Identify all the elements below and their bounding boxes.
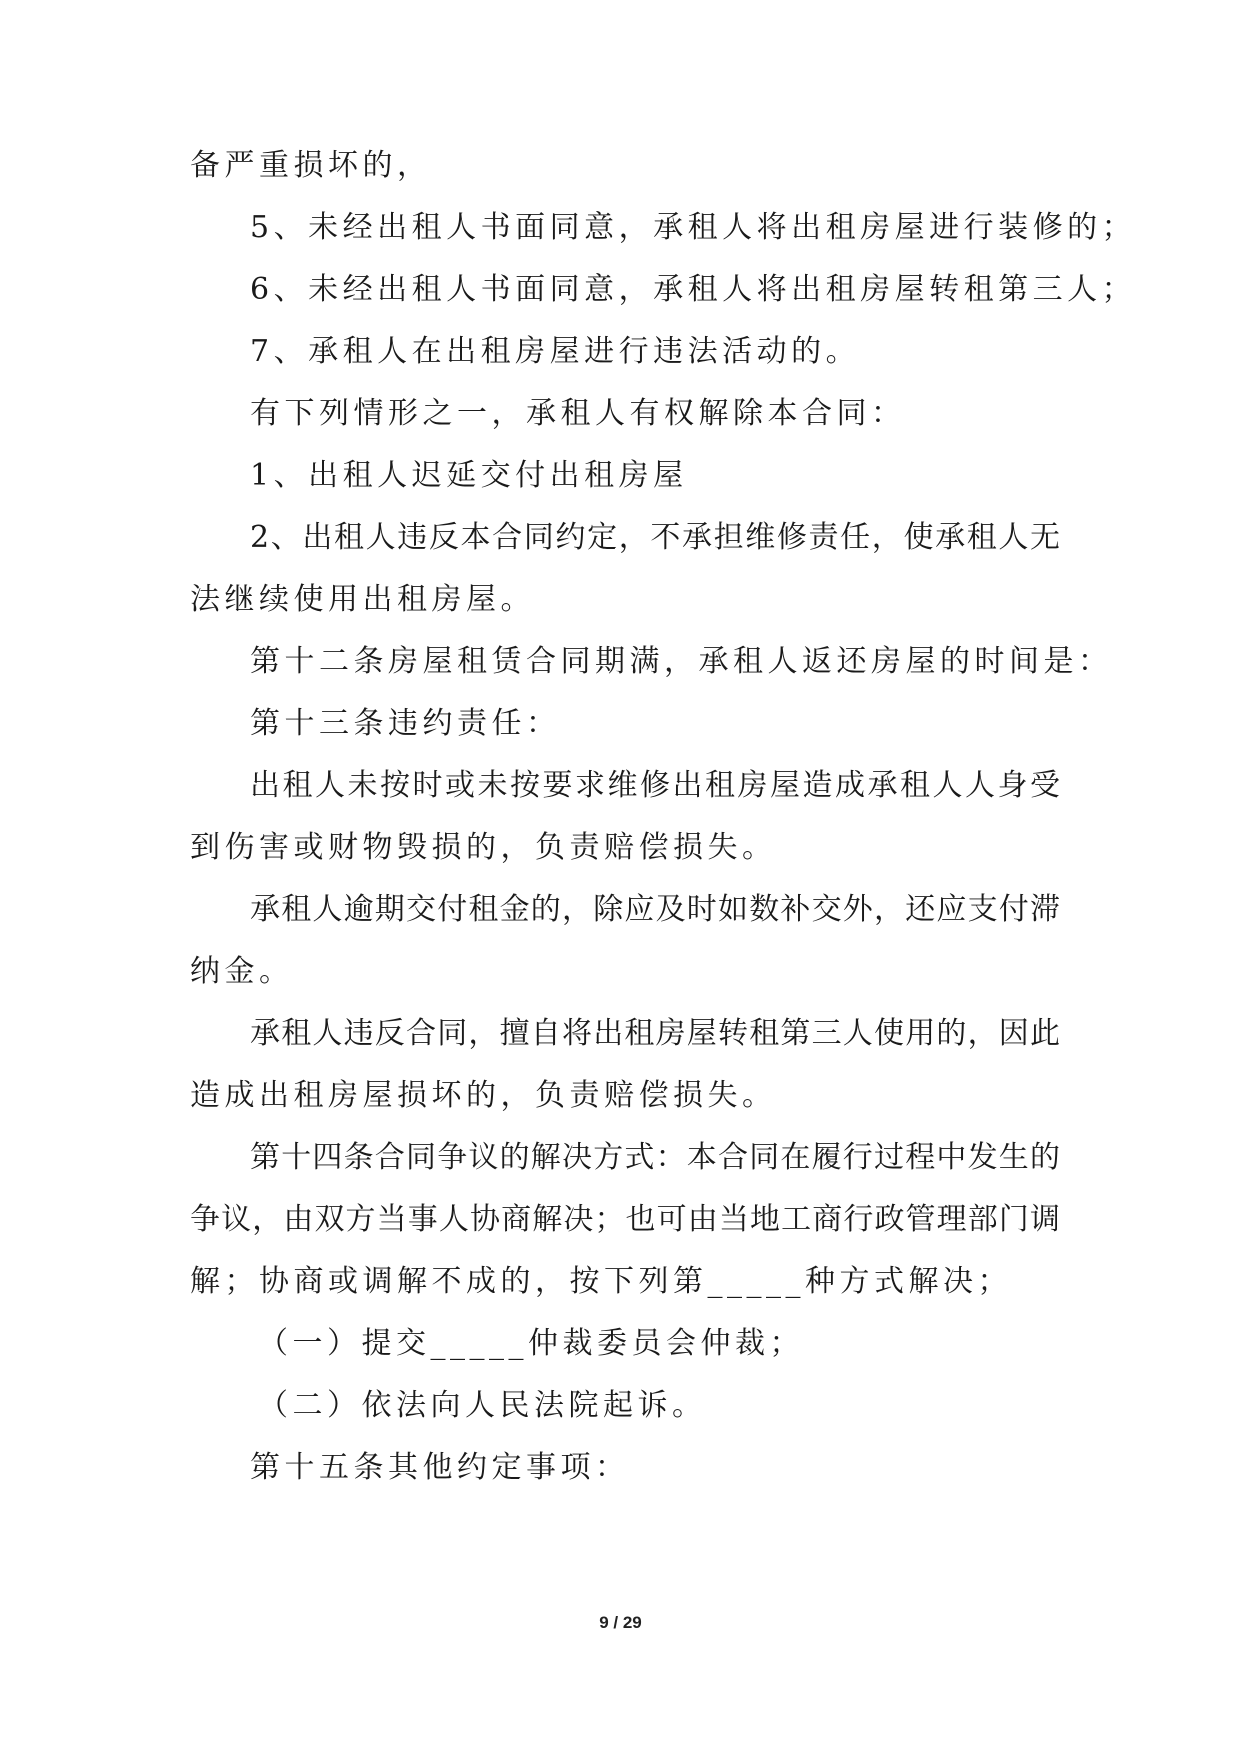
paragraph-line: 6、未经出租人书面同意，承租人将出租房屋转租第三人； xyxy=(250,272,1137,307)
paragraph-line: 造成出租房屋损坏的，负责赔偿损失。 xyxy=(190,1078,777,1113)
paragraph-line: 争议，由双方当事人协商解决；也可由当地工商行政管理部门调 xyxy=(190,1202,1060,1237)
page-number: 9 / 29 xyxy=(599,1613,642,1632)
paragraph-line: 纳金。 xyxy=(190,954,294,989)
paragraph-line: 有下列情形之一，承租人有权解除本合同： xyxy=(250,396,906,431)
paragraph-line: 第十五条其他约定事项： xyxy=(250,1450,630,1485)
paragraph-line: 解；协商或调解不成的，按下列第_____种方式解决； xyxy=(190,1264,1012,1299)
paragraph-line: 7、承租人在出租房屋进行违法活动的。 xyxy=(250,334,861,369)
paragraph-line: 备严重损坏的， xyxy=(190,148,432,183)
paragraph-line: 第十四条合同争议的解决方式：本合同在履行过程中发生的 xyxy=(250,1140,1060,1175)
paragraph-line: 承租人逾期交付租金的，除应及时如数补交外，还应支付滞 xyxy=(250,892,1060,927)
paragraph-line: 第十三条违约责任： xyxy=(250,706,561,741)
paragraph-line: 2、出租人违反本合同约定，不承担维修责任，使承租人无 xyxy=(250,520,1060,555)
paragraph-line: 5、未经出租人书面同意，承租人将出租房屋进行装修的； xyxy=(250,210,1137,245)
paragraph-line: 承租人违反合同，擅自将出租房屋转租第三人使用的，因此 xyxy=(250,1016,1060,1051)
paragraph-line: 到伤害或财物毁损的，负责赔偿损失。 xyxy=(190,830,777,865)
paragraph-line: 第十二条房屋租赁合同期满，承租人返还房屋的时间是： xyxy=(250,644,1113,679)
paragraph-line: 出租人未按时或未按要求维修出租房屋造成承租人人身受 xyxy=(250,768,1060,803)
paragraph-line: 1、出租人迟延交付出租房屋 xyxy=(250,458,688,493)
paragraph-line: （二）依法向人民法院起诉。 xyxy=(258,1388,707,1423)
paragraph-line: 法继续使用出租房屋。 xyxy=(190,582,535,617)
paragraph-line: （一）提交_____仲裁委员会仲裁； xyxy=(258,1326,804,1361)
